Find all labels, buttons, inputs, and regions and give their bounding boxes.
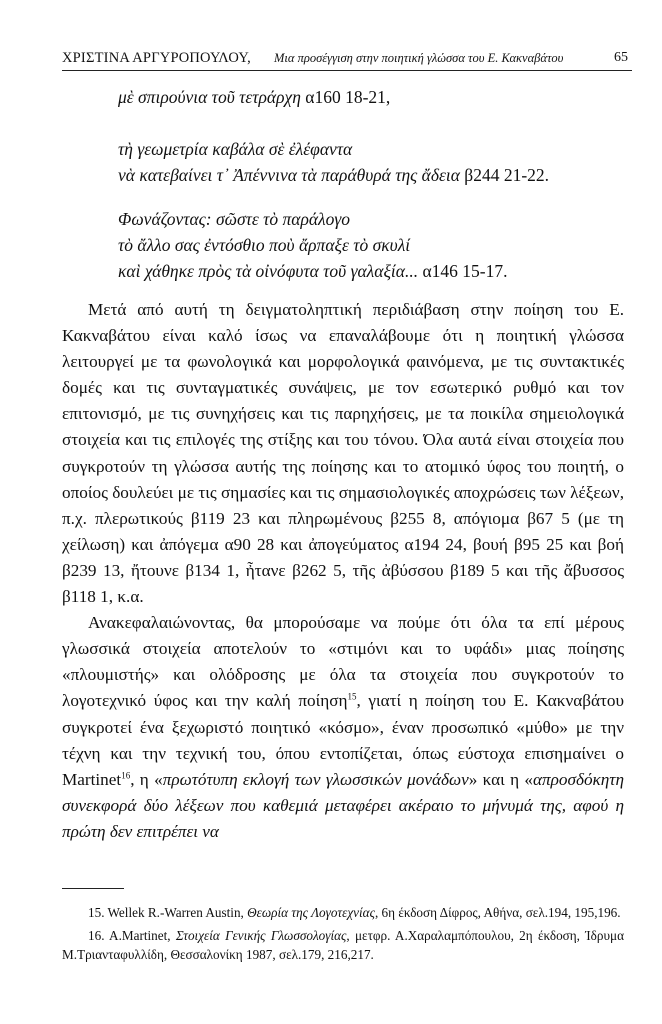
page-number: 65 <box>614 50 628 65</box>
poem-line <box>118 162 618 188</box>
poem-verse-text: νὰ κατεβαίνει τ᾽ Ἀπέννινα τὰ παράθυρά της ἄδεια <box>118 165 460 185</box>
poem-line <box>118 206 618 232</box>
footnote-text: , μετφρ. Α.Χαραλαμπόπουλου, 2η έκδοση, Ίδρυμα Μ.Τριανταφυλλίδη, Θεσσαλονίκη 1987, σελ.179, 216,217. <box>62 927 624 962</box>
paragraph-text: , γιατί η ποίηση του Ε. Κακναβάτου συγκροτεί ένα ξεχωριστό ποιητικό «κόσμο», έναν προσωπικό «μύθο» με την τέχνη και την τεχνική του, όπου εντοπίζεται, όπως εύστοχα επισημαίνει ο Martinet <box>62 691 624 789</box>
footnote-divider <box>62 888 124 889</box>
paragraph-2 <box>62 610 624 845</box>
quoted-phrase: απροσδόκητη συνεκφορά δύο λέξεων που καθεμιά μεταφέρει ακέραιο το μήνυμά της, αφού η πρώτη δεν επιτρέπει να <box>62 769 624 841</box>
footnotes <box>62 903 624 968</box>
paragraph-text: » και η « <box>468 769 533 789</box>
poem-verse-text: μὲ σπιρούνια τοῦ τετράρχη <box>118 87 301 107</box>
paragraph-text: , η « <box>130 769 163 789</box>
poem-line <box>118 84 618 110</box>
paragraph-1: Μετά από αυτή τη δειγματοληπτική περιδιάβαση στην ποίηση του Ε. Κακναβάτου είναι καλό ίσως να επαναλάβουμε ότι η ποιητική γλώσσα λειτουργεί με τα φωνολογικά και μορφολογικά φαινόμενα, με τις συντακτικές δομές και τις συνταγματικές συνάψεις, με τον εσωτερικό ρυθμό και τον επιτονισμό, με τις συνηχήσεις και τις παρηχήσεις, με τα ποικίλα σημειολογικά στοιχεία και τις επιλογές της στίξης και του τόνου. Όλα αυτά είναι στοιχεία που συγκροτούν τη γλώσσα αυτής της ποίησης και το ατομικό ύφος του ποιητή, ο οποίος δουλεύει με τις σημασίες και τις σημασιολογικές αποχρώσεις των λέξεων, π.χ. πλερωτικούς β119 23 και πληρωμένους β255 8, απόγιομα β67 5 (με τη χείλωση) και ἀπόγεμα α90 28 και ἀπογεύματος α194 24, βουή β95 25 και βοή β239 13, ἤτουνε β134 1, ἦτανε β262 5, τῆς ἀβύσσου β189 5 και τῆς ἄβυσσος β118 1, κ.α. <box>62 300 624 607</box>
footnote-text: 16. A.Martinet, <box>88 927 176 943</box>
poem-stanza-3 <box>118 206 618 284</box>
quoted-phrase: πρωτότυπη εκλογή των γλωσσικών μονάδων <box>162 769 469 789</box>
poem-line <box>118 136 618 162</box>
footnote-book-title: Στοιχεία Γενικής Γλωσσολογίας <box>175 927 347 943</box>
footnote-15 <box>62 903 624 923</box>
body-text <box>62 297 624 845</box>
poem-verse-text: τὴ γεωμετρία καβάλα σὲ ἐλέφαντα <box>118 139 353 159</box>
footnote-text: , 6η έκδοση Δίφρος, Αθήνα, σελ.194, 195,196. <box>374 905 621 920</box>
poem-line <box>118 258 618 284</box>
header-title: Μια προσέγγιση στην ποιητική γλώσσα του Ε. Κακναβάτου <box>274 51 564 65</box>
poem-stanza-2 <box>118 136 618 188</box>
footnote-ref-15[interactable]: 15 <box>347 691 357 702</box>
footnote-16 <box>62 926 624 965</box>
header-author: ΧΡΙΣΤΙΝΑ ΑΡΓΥΡΟΠΟΥΛΟΥ, <box>62 50 252 66</box>
poem-line <box>118 232 618 258</box>
poem-verse-text: τὸ ἄλλο σας ἐντόσθιο ποὺ ἄρπαξε τὸ σκυλί <box>118 235 411 255</box>
poem-stanza-1 <box>118 84 618 110</box>
poem-citation: α146 15-17. <box>418 261 508 281</box>
footnote-text: 15. Wellek R.-Warren Austin, <box>88 905 248 920</box>
footnote-book-title: Θεωρία της Λογοτεχνίας <box>247 905 375 920</box>
poem-citation: α160 18-21, <box>300 87 391 107</box>
poem-verse-text: καὶ χάθηκε πρὸς τὰ οἰνόφυτα τοῦ γαλαξία... <box>118 261 419 281</box>
paragraph-text: Ανακεφαλαιώνοντας, θα μπορούσαμε να πούμε ότι όλα τα επί μέρους γλωσσικά στοιχεία αποτελούν το «στιμόνι και το υφάδι» μιας ποίησης «πλουμιστής» και ολόδροσης με όλα τα στοιχεία που συγκροτούν το λογοτεχνικό ύφος και την καλή ποίηση <box>62 613 624 711</box>
footnote-ref-16[interactable]: 16 <box>121 769 131 780</box>
poem-citation: β244 21-22. <box>459 165 550 185</box>
poem-verse-text: Φωνάζοντας: σῶστε τὸ παράλογο <box>118 209 351 229</box>
running-header <box>62 44 632 71</box>
